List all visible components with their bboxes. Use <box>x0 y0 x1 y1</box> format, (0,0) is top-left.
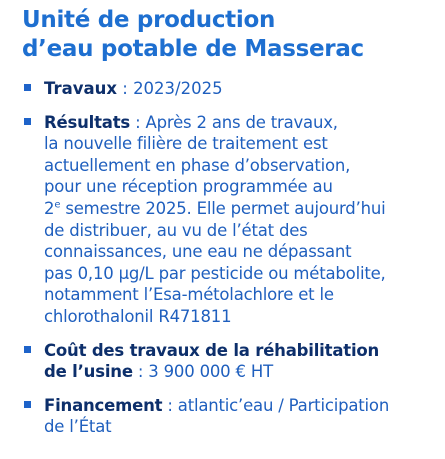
financement-value-line-2: de l’État <box>44 417 112 437</box>
cout-value: 3 900 000 € HT <box>148 362 273 382</box>
resultats-text-line: Après 2 ans de travaux, <box>145 112 338 132</box>
resultats-label: Résultats <box>44 112 131 132</box>
list-item-financement <box>22 395 437 438</box>
square-bullet-icon <box>24 118 31 125</box>
resultats-line-3: actuellement en phase d’observation, <box>44 155 351 175</box>
resultats-text <box>44 112 437 328</box>
resultats-line-10: chlorothalonil R471811 <box>44 306 232 326</box>
resultats-text-line: semestre 2025. Elle permet aujourd’hui <box>65 198 386 218</box>
financement-line-1 <box>44 395 437 417</box>
resultats-line-9: notamment l’Esa-métolachlore et le <box>44 285 334 305</box>
cout-label-line-2: de l’usine <box>44 362 133 382</box>
resultats-separator: : <box>130 112 146 132</box>
cout-separator: : <box>132 362 149 382</box>
resultats-line-4: pour une réception programmée au <box>44 177 333 197</box>
ordinal-suffix: e <box>54 199 61 211</box>
square-bullet-icon <box>24 84 31 91</box>
travaux-label: Travaux <box>44 79 117 98</box>
financement-value-line-1: atlantic’eau / Participation <box>177 395 390 415</box>
square-bullet-icon <box>24 401 31 408</box>
list-item-cout <box>22 340 437 383</box>
travaux-separator: : <box>117 79 134 98</box>
resultats-line-8: pas 0,10 µg/L par pesticide ou métabolite, <box>44 263 386 283</box>
resultats-line-1 <box>44 112 437 134</box>
ordinal-number: 2 <box>44 198 55 218</box>
list-item-resultats <box>22 112 437 328</box>
details-list <box>22 78 437 438</box>
page-title <box>22 6 437 64</box>
financement-label: Financement <box>44 395 163 415</box>
cout-label-line-1: Coût des travaux de la réhabilitation <box>44 340 380 360</box>
resultats-line-6: de distribuer, au vu de l’état des <box>44 220 308 240</box>
cout-text <box>44 340 437 383</box>
resultats-line-2: la nouvelle filière de traitement est <box>44 134 328 154</box>
title-line-2: d’eau potable de Masserac <box>22 36 364 62</box>
resultats-line-5 <box>44 198 437 220</box>
financement-separator: : <box>162 395 178 415</box>
cout-line-2 <box>44 361 437 383</box>
list-item-travaux <box>22 78 437 100</box>
title-line-1: Unité de production <box>22 7 276 33</box>
travaux-value: 2023/2025 <box>133 79 223 98</box>
financement-text <box>44 395 437 438</box>
square-bullet-icon <box>24 346 31 353</box>
resultats-line-7: connaissances, une eau ne dépassant <box>44 242 352 262</box>
